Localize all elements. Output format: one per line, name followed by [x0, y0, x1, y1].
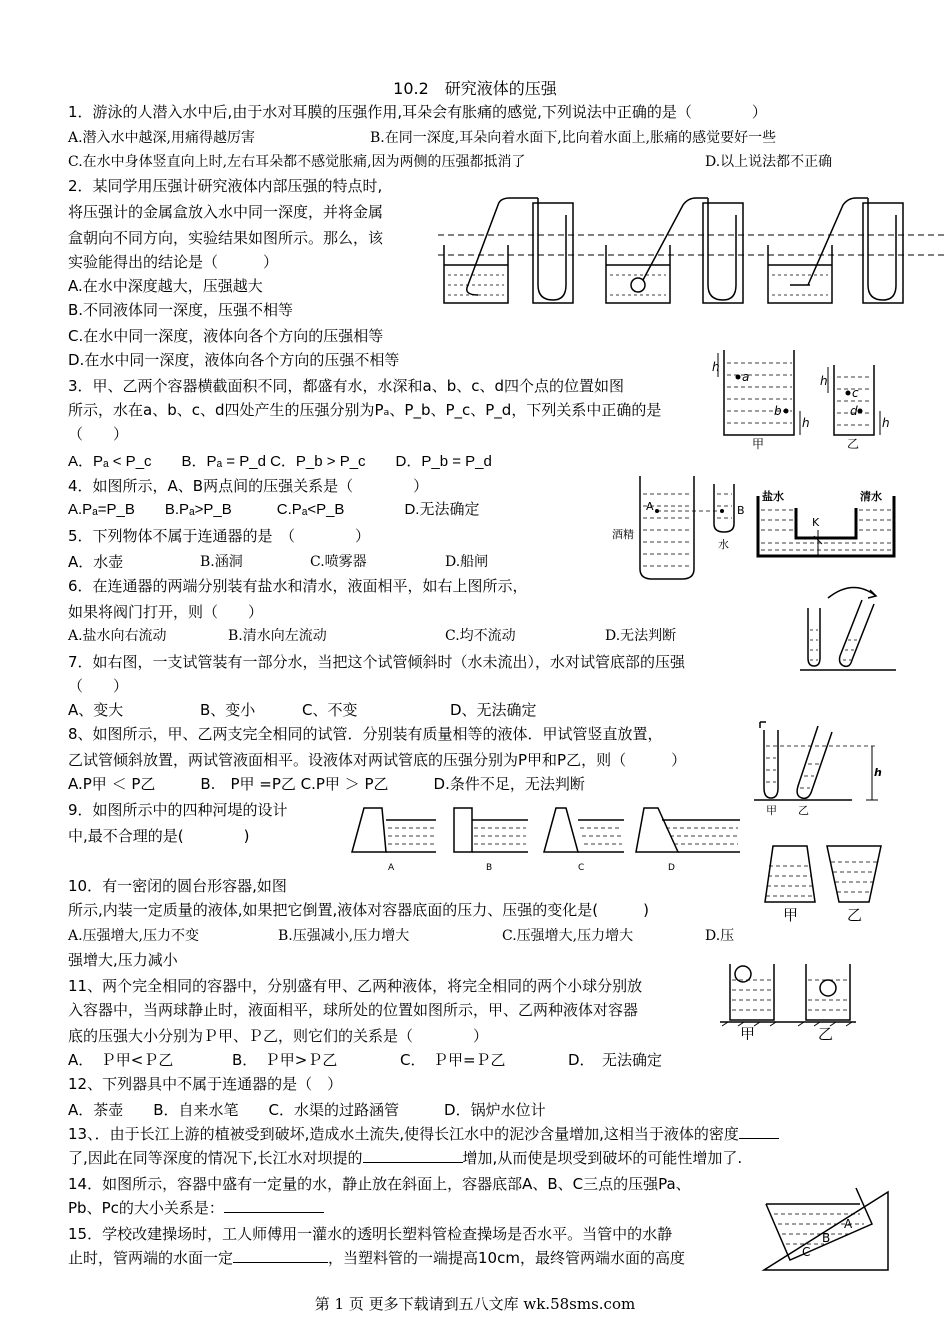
label-point-c: C — [802, 1245, 811, 1259]
q12-stem: 12、下列器具中不属于连通器的是（ ） — [68, 1075, 343, 1093]
label-b: B — [486, 863, 493, 873]
q8-options: A.P甲 ＜ P乙 B. P甲 =P乙 C.P甲 ＞ P乙 D.条件不足，无法判断 — [68, 775, 585, 793]
q14-blank[interactable] — [224, 1198, 324, 1213]
label-b: b — [774, 404, 782, 418]
q10-option-c: C.压强增大,压力增大 — [502, 928, 634, 944]
containers-jia-yi-figure — [712, 345, 902, 450]
q10-option-d-cont: 强增大,压力减小 — [68, 951, 178, 969]
label-point-a: A — [844, 1217, 853, 1231]
q11-stem-line1: 11、两个完全相同的容器中，分别盛有甲、乙两种液体，将完全相同的两个小球分别放 — [68, 977, 643, 995]
label-yi: 乙 — [847, 906, 863, 922]
label-jia: 甲 — [740, 1025, 756, 1040]
label-h-2: h — [802, 416, 810, 430]
q2-option-c: C.在水中同一深度，液体向各个方向的压强相等 — [68, 327, 384, 345]
q10-option-d: D.压 — [705, 928, 735, 944]
q1-option-a: A.潜入水中越深,用痛得越厉害 — [68, 130, 256, 146]
frustum-containers-figure — [755, 840, 890, 922]
label-jia: 甲 — [752, 437, 765, 450]
tilting-test-tube-figure — [798, 578, 898, 673]
q13-blank-2[interactable] — [363, 1148, 463, 1163]
label-saltwater: 盐水 — [762, 490, 784, 503]
q2-stem-line2: 将压强计的金属盒放入水中同一深度，并将金属 — [68, 203, 384, 221]
q4-options: A.Pₐ=P_B B.Pₐ>P_B C.Pₐ<P_B D.无法确定 — [68, 501, 480, 518]
q11-stem-line2: 入容器中，当两球静止时，液面相平，球所处的位置如图所示，甲、乙两种液体对容器 — [68, 1001, 639, 1019]
label-point-b: B — [737, 504, 745, 517]
page-title: 10.2 研究液体的压强 — [393, 79, 557, 98]
connected-vessel-figure — [756, 488, 896, 560]
embankment-designs-figure — [348, 800, 743, 875]
q13-text-3: 增加,从而使是坝受到破坏的可能性增加了. — [462, 1149, 743, 1167]
q9-stem-line2: 中,最不合理的是( ) — [68, 827, 250, 845]
q10-option-a: A.压强增大,压力不变 — [68, 928, 200, 944]
q6-option-d: D.无法判断 — [605, 628, 677, 644]
q6-stem-line2: 如果将阀门打开，则（ ） — [68, 603, 264, 621]
label-d: d — [850, 404, 858, 418]
q7-stem-line1: 7．如右图，一支试管装有一部分水，当把这个试管倾斜时（水未流出），水对试管底部的压强 — [68, 653, 686, 671]
q13-text-2: 了,因此在同等深度的情况下,长江水对坝提的 — [68, 1149, 363, 1167]
q11-option-b: B． Ｐ甲>Ｐ乙 — [232, 1051, 338, 1069]
q7-stem-line2: （ ） — [68, 677, 129, 695]
q1-stem: 1．游泳的人潜入水中后,由于水对耳膜的压强作用,耳朵会有胀痛的感觉,下列说法中正确的是（ ） — [68, 103, 767, 121]
q13-blank-1[interactable] — [739, 1124, 779, 1139]
q11-option-c: C． Ｐ甲=Ｐ乙 — [400, 1051, 506, 1069]
label-alcohol: 酒精 — [612, 528, 634, 541]
test-tubes-jia-yi-figure — [752, 718, 892, 818]
q5-option-b: B.涵洞 — [200, 554, 243, 570]
q11-stem-line3: 底的压强大小分别为Ｐ甲、Ｐ乙，则它们的关系是（ ） — [68, 1027, 489, 1045]
q14-stem-line2 — [68, 1198, 324, 1218]
label-point-a: A — [646, 500, 654, 513]
q3-stem-line2: 所示，水在a、b、c、d四处产生的压强分别为Pₐ、P_b、P_c、P_d，下列关系中正确的是 — [68, 401, 662, 419]
q7-option-a: A、变大 — [68, 701, 124, 719]
label-c: c — [852, 386, 859, 400]
q10-stem-line1: 10．有一密闭的圆台形容器,如图 — [68, 877, 287, 895]
q15-stem-line1: 15．学校改建操场时，工人师傅用一灌水的透明长塑料管检查操场是否水平。当管中的水静 — [68, 1225, 673, 1243]
q2-option-a: A.在水中深度越大，压强越大 — [68, 277, 263, 295]
label-h-1: h — [712, 360, 720, 374]
page-footer: 第 1 页 更多下载请到五八文库 wk.58sms.com — [314, 1295, 636, 1313]
q2-stem-line4: 实验能得出的结论是（ ） — [68, 253, 279, 271]
q13-stem-line2 — [68, 1148, 742, 1168]
q7-option-d: D、无法确定 — [450, 701, 537, 719]
q3-stem-line3: （ ） — [68, 425, 129, 443]
q14-text: Pb、Pc的大小关系是： — [68, 1199, 224, 1217]
q15-text-1: 止时，管两端的水面一定 — [68, 1249, 234, 1267]
q7-option-c: C、不变 — [302, 701, 358, 719]
q6-option-b: B.清水向左流动 — [228, 628, 327, 644]
q2-option-b: B.不同液体同一深度，压强不相等 — [68, 301, 294, 319]
q1-option-c: C.在水中身体竖直向上时,左右耳朵都不感觉胀痛,因为两侧的压强都抵消了 — [68, 154, 526, 170]
q5-stem: 5．下列物体不属于连通器的是 （ ） — [68, 527, 371, 545]
q10-option-b: B.压强减小,压力增大 — [278, 928, 410, 944]
q8-stem-line1: 8、如图所示，甲、乙两支完全相同的试管．分别装有质量相等的液体．甲试管竖直放置， — [68, 725, 663, 743]
label-valve-k: K — [812, 516, 820, 529]
label-a: A — [388, 863, 395, 873]
q9-stem-line1: 9．如图所示中的四种河堤的设计 — [68, 801, 288, 819]
q13-text-1: 13、．由于长江上游的植被受到破坏,造成水土流失,使得长江水中的泥沙含量增加,这相当于液体的密度 — [68, 1125, 739, 1143]
label-yi: 乙 — [798, 804, 809, 817]
container-on-slope-figure — [760, 1180, 895, 1275]
q11-option-d: D． 无法确定 — [568, 1051, 663, 1069]
pressure-gauge-figure — [438, 195, 948, 310]
q12-options: A．茶壶 B．自来水笔 C．水渠的过路涵管 D．锅炉水位计 — [68, 1101, 546, 1119]
q5-option-d: D.船闸 — [445, 554, 489, 570]
q15-stem-line2 — [68, 1248, 685, 1268]
q6-option-a: A.盐水向右流动 — [68, 628, 167, 644]
q8-stem-line2: 乙试管倾斜放置，两试管液面相平。设液体对两试管底的压强分别为P甲和P乙，则（ ） — [68, 751, 687, 769]
alcohol-water-figure — [612, 474, 752, 584]
q3-stem-line1: 3．甲、乙两个容器横截面积不同，都盛有水，水深和a、b、c、d四个点的位置如图 — [68, 377, 625, 395]
q15-text-2: ，当塑料管的一端提高10cm，最终管两端水面的高度 — [328, 1249, 685, 1267]
label-water: 水 — [718, 538, 729, 551]
balls-in-liquids-figure — [718, 960, 858, 1040]
q6-option-c: C.均不流动 — [445, 628, 516, 644]
q2-stem-line3: 盒朝向不同方向，实验结果如图所示。那么，该 — [68, 229, 384, 247]
q1-option-b: B.在同一深度,耳朵向着水面下,比向着水面上,胀痛的感觉要好一些 — [370, 130, 777, 146]
label-d: D — [668, 863, 675, 873]
label-jia: 甲 — [783, 906, 799, 922]
label-yi: 乙 — [847, 437, 860, 450]
q11-option-a: A． Ｐ甲<Ｐ乙 — [68, 1051, 174, 1069]
q1-option-d: D.以上说法都不正确 — [705, 154, 833, 170]
label-a: a — [742, 370, 750, 384]
q15-blank[interactable] — [233, 1248, 328, 1263]
q5-option-c: C.喷雾器 — [310, 554, 367, 570]
label-c: C — [578, 863, 585, 873]
label-yi: 乙 — [818, 1025, 834, 1040]
label-freshwater: 清水 — [860, 490, 882, 503]
q10-stem-line2: 所示,内装一定质量的液体,如果把它倒置,液体对容器底面的压力、压强的变化是( ) — [68, 901, 650, 919]
label-jia: 甲 — [766, 804, 777, 817]
label-h-4: h — [882, 416, 890, 430]
label-h: h — [874, 766, 882, 779]
q2-option-d: D.在水中同一深度，液体向各个方向的压强不相等 — [68, 351, 400, 369]
q6-stem-line1: 6．在连通器的两端分别装有盐水和清水，液面相平，如右上图所示， — [68, 577, 528, 595]
q14-stem-line1: 14．如图所示，容器中盛有一定量的水，静止放在斜面上，容器底部A、B、C三点的压强Pa、 — [68, 1175, 691, 1193]
label-point-b: B — [822, 1231, 831, 1245]
q4-stem: 4．如图所示，A、B两点间的压强关系是（ ） — [68, 477, 429, 495]
q2-stem-line1: 2．某同学用压强计研究液体内部压强的特点时, — [68, 177, 383, 195]
q5-option-a: A．水壶 — [68, 553, 124, 571]
q13-stem-line1 — [68, 1124, 779, 1144]
q3-options: A．Pₐ < P_c B．Pₐ = P_d C．P_b > P_c D．P_b = P_d — [68, 453, 492, 470]
q7-option-b: B、变小 — [200, 701, 256, 719]
label-h-3: h — [820, 374, 828, 388]
